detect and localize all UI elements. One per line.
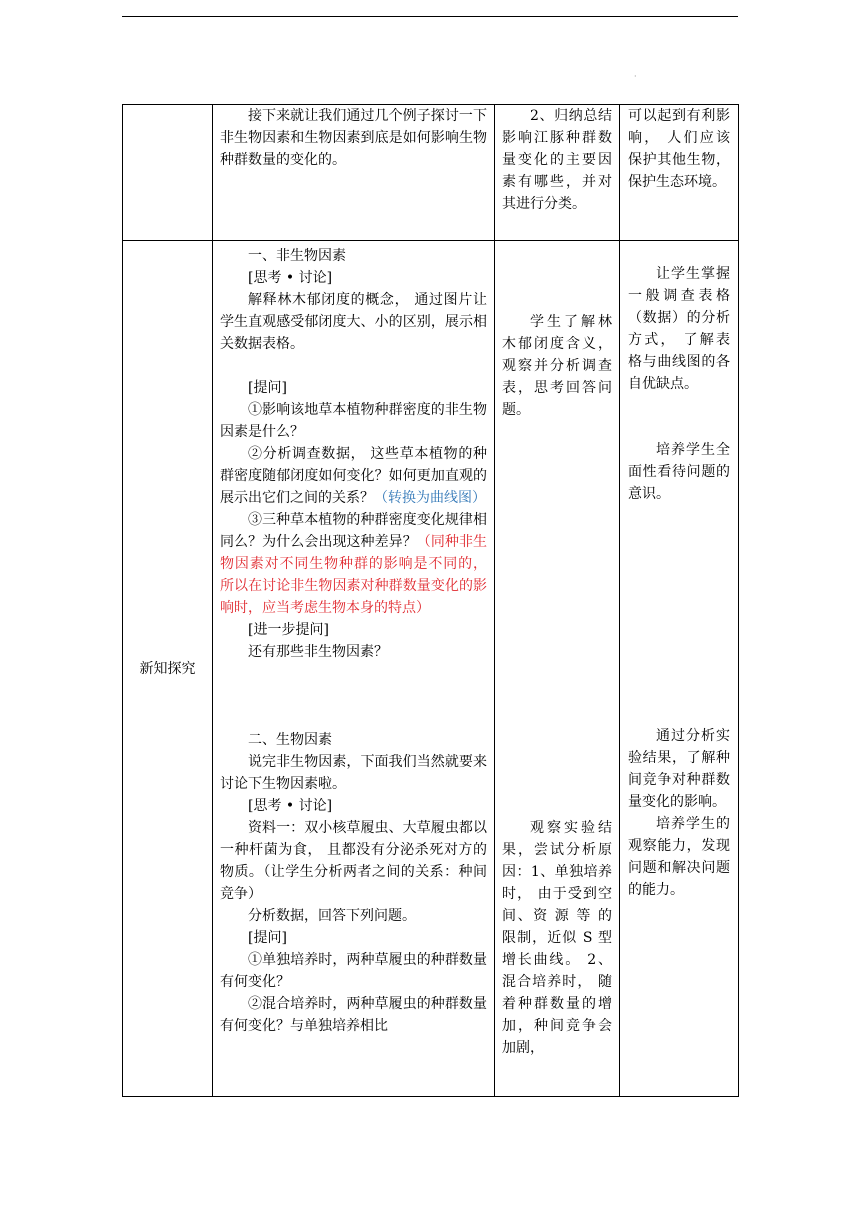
biotic-lead: 说完非生物因素，下面我们当然就要来讨论下生物因素啦。 [220,754,487,792]
think-discuss-label: [思考 • 讨论] [248,798,333,814]
answer-curve: （转换为曲线图） [374,490,486,506]
design-purpose-cell [620,105,739,241]
question-3: ③三种草本植物的种群密度变化规律相同么？为什么会出现这种差异？（同种非生物因素对不同生物种群的影响是不同的， 所以在讨论非生物因素对种群数量变化的影响时，应当考虑生物本身的特点） [220,512,488,616]
student-activity-text: 学生了解林木郁闭度含义，观察并分析调查表，思考回答问题。 [502,314,612,418]
teacher-activity-cell [213,105,495,241]
design-purpose-text: 培养学生全面性看待问题的意识。 [628,442,730,502]
analyze-text: 分析数据，回答下列问题。 [248,908,416,924]
page-mark: · [634,72,637,81]
intro-text: 接下来就让我们通过几个例子探讨一下非生物因素和生物因素到底是如何影响生物种群数量的变化的。 [220,108,487,168]
teacher-activity-cell [213,241,495,1097]
student-activity-cell [495,241,620,1097]
table-row [123,241,739,1097]
stage-cell [123,105,213,241]
student-activity-text: 观察实验结果，尝试分析原因：1、单独培养时， 由于受到空间、资 源 等 的 限制，近似 S 型增长曲线。 2、混合培养时， 随着种群数量的增加，种间竞争会加剧， [502,820,612,1056]
design-purpose-text: 让学生掌握一般调查表格（数据）的分析方式， 了解表格与曲线图的各自优缺点。 [628,266,730,392]
think-discuss-label: [思考 • 讨论] [248,270,333,286]
further-ask-label: [进一步提问] [248,622,329,638]
answer-difference: （同种非生物因素对不同生物种群的影响是不同的， 所以在讨论非生物因素对种群数量变化的影响时，应当考虑生物本身的特点） [220,534,488,616]
design-purpose-text: 通过分析实验结果，了解种间竞争对种群数量变化的影响。 [628,728,730,810]
student-activity-text: 2、归纳总结影响江豚种群数量变化的主要因素有哪些，并对其进行分类。 [502,108,612,212]
table-row [123,105,739,241]
biotic-heading: 二、生物因素 [248,732,332,748]
ask-label: [提问] [248,930,287,946]
student-activity-cell [495,105,620,241]
ask-label: [提问] [248,380,287,396]
question-2: ②混合培养时，两种草履虫的种群数量有何变化？与单独培养相比 [220,996,487,1034]
explain-text: 解释林木郁闭度的概念， 通过图片让学生直观感受郁闭度大、小的区别，展示相关数据表格。 [220,292,487,352]
question-2: ②分析调查数据， 这些草本植物的种群密度随郁闭度如何变化？如何更加直观的展示出它们之间的关系？（转换为曲线图） [220,446,487,506]
header-rule [122,16,738,17]
question-1: ①单独培养时，两种草履虫的种群数量有何变化？ [220,952,487,990]
design-purpose-text: 培养学生的观察能力，发现问题和解决问题的能力。 [628,816,730,898]
stage-label: 新知探究 [139,660,196,677]
further-question: 还有那些非生物因素？ [248,644,388,660]
stage-cell [123,241,213,1097]
lesson-plan-table [122,104,739,1097]
design-purpose-cell [620,241,739,1097]
material-text: 资料一：双小核草履虫、大草履虫都以一种杆菌为食， 且都没有分泌杀死对方的物质。（让学生分析两者之间的关系：种间竞争） [220,820,487,902]
design-purpose-text: 可以起到有利影响， 人们应该保护其他生物， 保护生态环境。 [628,108,730,190]
abiotic-heading: 一、非生物因素 [248,248,346,264]
question-1: ①影响该地草本植物种群密度的非生物因素是什么？ [220,402,487,440]
